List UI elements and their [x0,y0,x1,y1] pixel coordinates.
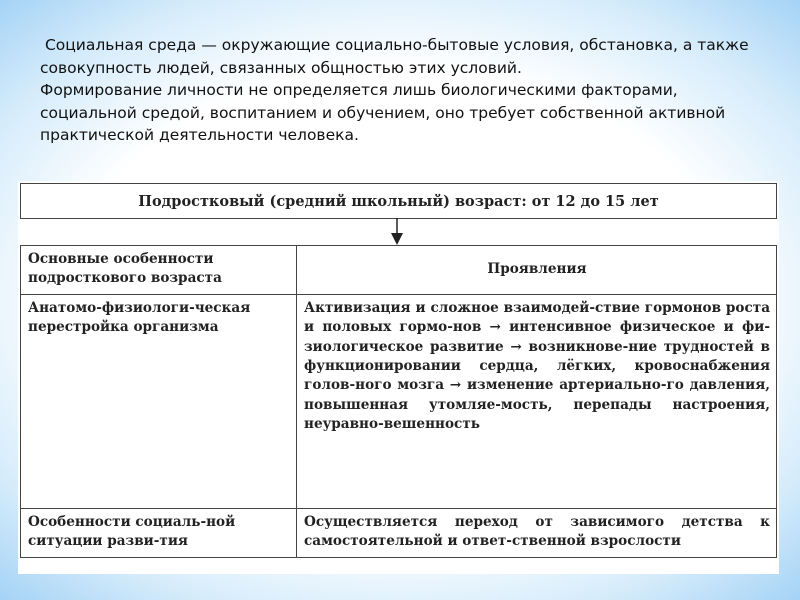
feature-cell: Особенности социаль-ной ситуации разви-тия [21,508,297,557]
definition-paragraph: Социальная среда — окружающие социально-бытовые условия, обстановка, а также совокупность людей, связанных общностью этих условий. [40,36,754,77]
age-table-figure [18,181,779,574]
header-features: Основные особенности подросткового возраста [21,246,297,295]
header-manifestations: Проявления [297,246,777,295]
manifestation-cell: Осуществляется переход от зависимого детства к самостоятельной и ответ-ственной взрослости [297,508,777,557]
table-row [21,508,777,557]
features-table [20,245,777,558]
intro-text [40,34,770,147]
feature-cell: Анатомо-физиологи-ческая перестройка организма [21,294,297,508]
table-row [21,294,777,508]
table-header-row [21,246,777,295]
formation-paragraph: Формирование личности не определяется лишь биологическими факторами, социальной средой, воспитанием и обучением, оно требует собственной активной практической деятельности человека. [40,81,726,145]
arrow-down-icon [390,218,404,246]
manifestation-cell: Активизация и сложное взаимодей-ствие гормонов роста и половых гормо-нов → интенсивное физическое и фи-зиологическое развитие → возникнове-ние трудностей в функционировании сердца, лёгких, кровоснабжения голов-ного мозга → изменение артериально-го давления, повышенная утомляе-мость, перепады настроения, неуравно-вешенность [297,294,777,508]
age-period-title: Подростковый (средний школьный) возраст: от 12 до 15 лет [20,183,777,219]
